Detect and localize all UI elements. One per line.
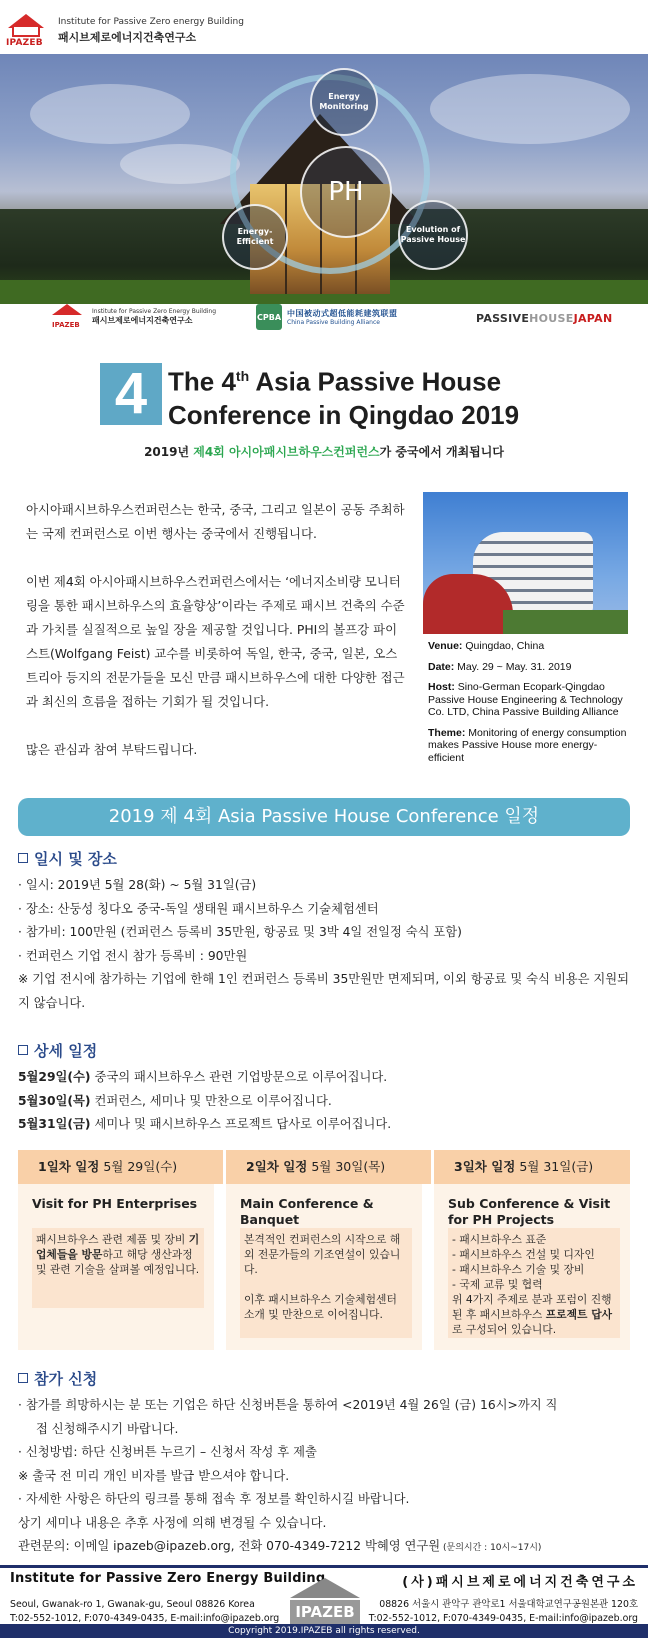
partner-ipazeb-ko: 패시브제로에너지건축연구소 xyxy=(92,316,193,325)
footer-logo-icon: IPAZEB xyxy=(290,1578,360,1626)
intro-text xyxy=(26,498,406,786)
logo-ko-text: 패시브제로에너지건축연구소 xyxy=(58,31,197,44)
number-badge: 4 xyxy=(100,363,162,425)
list-item: 접 신청해주시기 바랍니다. xyxy=(36,1421,179,1436)
hero-image xyxy=(0,54,648,304)
partner-ipazeb[interactable] xyxy=(52,304,216,330)
day2-card xyxy=(226,1184,422,1350)
list-item: ※ 기업 전시에 참가하는 기업에 한해 1인 컨퍼런스 등록비 35만원만 면제되며, 이외 항공료 및 숙식 비용은 지원되지 않습니다. xyxy=(18,972,630,1010)
intro-paragraph: 많은 관심과 참여 부탁드립니다. xyxy=(26,742,198,757)
list-item: · 장소: 산둥성 칭다오 중국-독일 생태원 패시브하우스 기술체험센터 xyxy=(18,901,379,916)
partner-cpba-cn: 中国被动式超低能耗建筑联盟 xyxy=(287,309,398,318)
list-item: · 자세한 사항은 하단의 링크를 통해 접속 후 정보를 확인하시길 바랍니다. xyxy=(18,1492,410,1506)
list-item: - 패시브하우스 기술 및 장비 xyxy=(452,1263,585,1276)
intro-paragraph: 이번 제4회 아시아패시브하우스컨퍼런스에서는 ‘에너지소비량 모니터링을 통한 패시브하우스의 효율향상’이라는 주제로 패시브 건축의 수준과 가치를 실질적으로 높일 장을 제공할 것입니다. PHI의 볼프강 파이스트(Wolfgang Feist) 교수를 비롯하여 독일, 한국, 중국, 일본, 오스트리아 등지의 전문가들을 모신 만큼 패시브하우스에 대한 다양한 접근과 최신의 흐름을 접하는 기회가 될 것입니다. xyxy=(26,574,405,709)
section-title-date-place: 일시 및 장소 xyxy=(18,848,117,869)
header-logo[interactable] xyxy=(6,14,244,48)
list-item: · 일시: 2019년 5월 28(화) ~ 5월 31일(금) xyxy=(18,878,257,892)
list-item: 5월30일(목) 컨퍼런스, 세미나 및 만찬으로 이루어집니다. xyxy=(18,1093,332,1108)
conference-title xyxy=(100,360,580,430)
day1-header: 1일차 일정 5월 29일(수) xyxy=(18,1150,223,1184)
node-energy-efficient: Energy-Efficient xyxy=(222,204,288,270)
copyright: Copyright 2019.IPAZEB all rights reserved. xyxy=(0,1624,648,1638)
logo-en-text: Institute for Passive Zero energy Building xyxy=(58,17,244,27)
day1-title: Visit for PH Enterprises xyxy=(32,1196,198,1211)
intro-paragraph: 아시아패시브하우스컨퍼런스는 한국, 중국, 그리고 일본이 공동 주최하는 국제 컨퍼런스로 이번 행사는 중국에서 진행됩니다. xyxy=(26,502,405,541)
footer-address-ko: 08826 서울시 관악구 관악로1 서울대학교연구공원본관 120호 T:02-552-1012, F:070-4349-0435, E-mail:info@ipazeb.org xyxy=(368,1599,638,1624)
apply-list xyxy=(18,1394,630,1561)
date-place-list xyxy=(18,874,630,1015)
partner-ipazeb-en: Institute for Passive Zero Energy Building xyxy=(92,308,217,315)
checkbox-square-icon xyxy=(18,853,28,863)
day3-card xyxy=(434,1184,630,1350)
subtitle: 2019년 제4회 아시아패시브하우스컨퍼런스가 중국에서 개최됩니다 xyxy=(144,445,504,459)
footer-org-ko: (사)패시브제로에너지건축연구소 xyxy=(402,1575,638,1590)
day1-text: 패시브하우스 관련 제품 및 장비 기업체들을 방문하고 해당 생산과정 및 관련 기술을 살펴볼 예정입니다. xyxy=(32,1228,204,1308)
partner-cpba[interactable] xyxy=(256,304,398,330)
list-item: - 패시브하우스 건설 및 디자인 xyxy=(452,1248,595,1261)
list-item: - 패시브하우스 표준 xyxy=(452,1233,547,1246)
checkbox-square-icon xyxy=(18,1373,28,1383)
day3-header: 3일차 일정 5월 31일(금) xyxy=(434,1150,630,1184)
node-ph: PH xyxy=(300,146,392,238)
list-item: - 국제 교류 및 협력 xyxy=(452,1278,543,1291)
day-cards xyxy=(18,1150,630,1350)
partner-phjapan[interactable]: PASSIVEHOUSEJAPAN xyxy=(476,312,613,325)
footer xyxy=(0,1565,648,1638)
list-item: 5월31일(금) 세미나 및 패시브하우스 프로젝트 답사로 이루어집니다. xyxy=(18,1117,392,1131)
partner-cpba-en: China Passive Building Alliance xyxy=(287,319,380,326)
section-title-apply: 참가 신청 xyxy=(18,1368,97,1389)
list-item: · 신청방법: 하단 신청버튼 누르기 – 신청서 작성 후 제출 xyxy=(18,1445,317,1459)
day2-title: Main Conference & Banquet xyxy=(240,1196,374,1227)
day3-text: - 패시브하우스 표준 - 패시브하우스 건설 및 디자인 - 패시브하우스 기술 및 장비 - 국제 교류 및 협력 위 4가지 주제로 분과 포럼이 진행된 후 패시브하우스 프로젝트 답사로 구성되어 있습니다. xyxy=(448,1228,620,1338)
node-evolution: Evolution of Passive House xyxy=(398,200,468,270)
info-host: Host: Sino-German Ecopark-Qingdao Passive House Engineering & Technology Co. LTD, China Passive Building Alliance xyxy=(428,681,623,718)
checkbox-square-icon xyxy=(18,1045,28,1055)
info-date: Date: May. 29 ~ May. 31. 2019 xyxy=(428,660,572,673)
logo-name: IPAZEB xyxy=(6,38,43,48)
footer-address-en: Seoul, Gwanak-ro 1, Gwanak-gu, Seoul 08826 Korea T:02-552-1012, F:070-4349-0435, E-mail:info@ipazeb.org xyxy=(10,1599,280,1624)
footer-org-en: Institute for Passive Zero Energy Building xyxy=(10,1571,326,1586)
partner-logos xyxy=(0,298,648,336)
schedule-list xyxy=(18,1066,630,1137)
schedule-banner: 2019 제 4회 Asia Passive House Conference 일정 xyxy=(18,798,630,836)
list-item: · 참가를 희망하시는 분 또는 기업은 하단 신청버튼을 통하여 <2019년 4월 26일 (금) 16시>까지 직 xyxy=(18,1398,558,1412)
list-item: · 참가비: 100만원 (컨퍼런스 등록비 35만원, 항공료 및 3박 4일 전일정 숙식 포함) xyxy=(18,925,462,939)
section-title-schedule: 상세 일정 xyxy=(18,1040,97,1061)
list-item: 5월29일(수) 중국의 패시브하우스 관련 기업방문으로 이루어집니다. xyxy=(18,1070,388,1084)
node-energy-monitoring: Energy Monitoring xyxy=(310,68,378,136)
day2-header: 2일차 일정 5월 30일(목) xyxy=(226,1150,431,1184)
day2-text: 본격적인 컨퍼런스의 시작으로 해외 전문가들의 기조연설이 있습니다. 이후 패시브하우스 기술체험센터 소개 및 만찬으로 이어집니다. xyxy=(240,1228,412,1338)
cpba-logo-icon: CPBA xyxy=(256,304,282,330)
page-title: The 4th Asia Passive House Conference in Qingdao 2019 xyxy=(168,366,520,430)
day1-card xyxy=(18,1184,214,1350)
info-venue: Venue: Quingdao, China xyxy=(428,640,545,652)
list-item: 상기 세미나 내용은 추후 사정에 의해 변경될 수 있습니다. xyxy=(18,1515,327,1530)
ipazeb-logo-icon: IPAZEB xyxy=(52,304,86,330)
venue-photo xyxy=(423,492,628,634)
day3-title: Sub Conference & Visit for PH Projects xyxy=(448,1196,611,1227)
info-theme: Theme: Monitoring of energy consumption makes Passive House more energy-efficient xyxy=(428,726,627,764)
list-item: · 컨퍼런스 기업 전시 참가 등록비 : 90만원 xyxy=(18,948,248,963)
list-item: ※ 출국 전 미리 개인 비자를 발급 받으셔야 합니다. xyxy=(18,1468,290,1483)
event-info xyxy=(428,640,630,772)
contact-line[interactable]: 관련문의: 이메일 ipazeb@ipazeb.org, 전화 070-4349-7212 박혜영 연구원 (문의시간 : 10시~17시) xyxy=(18,1539,542,1553)
house-logo-icon xyxy=(6,14,46,48)
